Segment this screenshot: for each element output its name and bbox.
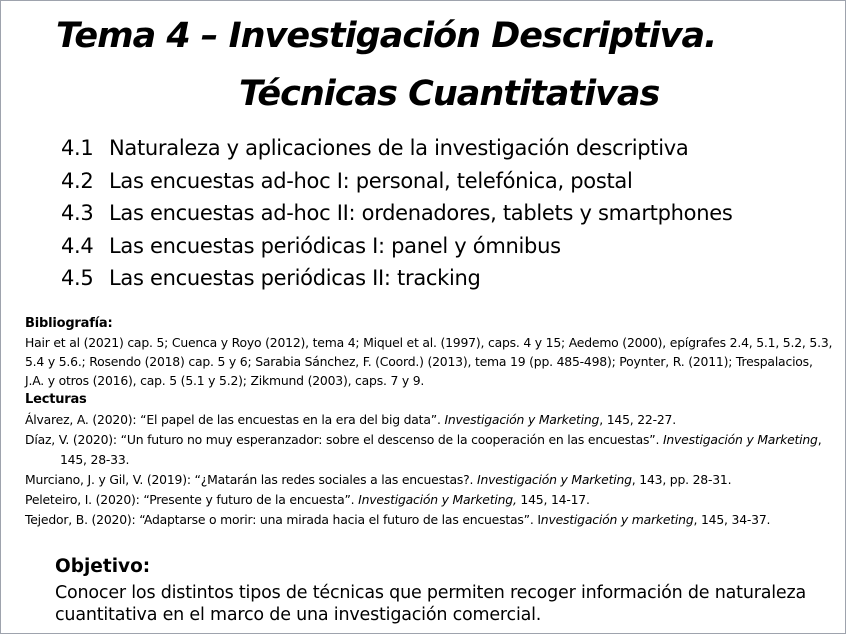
topic-item [61,165,732,198]
slide-title-line-2: Técnicas Cuantitativas [239,74,660,114]
objective-section [55,555,815,626]
reading-pages: , 143, pp. 28-31. [631,472,732,487]
slide-title-line-1: Tema 4 – Investigación Descriptiva. [56,16,717,56]
topic-text: Las encuestas ad-hoc II: ordenadores, tablets y smartphones [109,201,733,225]
reading-journal: Investigación y Marketing [477,472,632,487]
objective-heading: Objetivo: [55,556,151,577]
topic-text: Las encuestas periódicas II: tracking [109,266,481,290]
topic-list [61,132,732,295]
reading-journal: Investigación y Marketing, [358,492,517,507]
reading-pages: , 145, 34-37. [693,512,771,527]
topic-text: Las encuestas ad-hoc I: personal, telefónica, postal [109,168,633,193]
reading-item [25,430,833,470]
bibliography-text: Hair et al (2021) cap. 5; Cuenca y Royo (2012), tema 4; Miquel et al. (1997), caps. 4 y 15; Aedemo (2000), epígrafes 2.4, 5.1, 5.2, 5.3, 5.4 y 5.6.; Rosendo (2018) cap. 5 y 6; Sarabia Sánchez, F. (Coord.) (2013), tema 19 (pp. 485-498); Poynter, R. (2011); Trespalacios, J.A. y otros (2016), cap. 5 (5.1 y 5.2); Zikmund (2003), caps. 7 y 9. [25,335,833,388]
topic-number: 4.5 [61,266,94,290]
topic-item [61,197,732,230]
bibliography-heading: Bibliografía: [25,316,113,331]
reading-item [25,470,833,490]
topic-text: Las encuestas periódicas I: panel y ómnibus [109,233,561,258]
reading-journal: nvestigación y marketing [540,512,694,527]
reading-item [25,510,833,530]
reading-citation: Díaz, V. (2020): “Un futuro no muy esperanzador: sobre el descenso de la cooperación en las encuestas”. [25,432,663,447]
topic-number: 4.2 [61,168,94,193]
topic-item [61,262,732,295]
reading-item [25,490,833,510]
reading-citation: Peleteiro, I. (2020): “Presente y futuro de la encuesta”. [25,492,359,507]
reading-citation: Álvarez, A. (2020): “El papel de las encuestas en la era del big data”. [25,412,445,427]
reading-journal: Investigación y Marketing [444,412,600,427]
topic-number: 4.4 [61,233,94,258]
topic-item [61,230,732,263]
reading-pages: 145, 14-17. [516,492,590,507]
reading-item [25,410,833,430]
bibliography-section [25,314,833,530]
reading-journal: Investigación y Marketing [662,432,818,447]
reading-citation: Murciano, J. y Gil, V. (2019): “¿Matarán las redes sociales a las encuestas?. [25,472,478,487]
topic-number: 4.3 [61,201,94,225]
objective-text: Conocer los distintos tipos de técnicas que permiten recoger información de naturaleza cuantitativa en el marco de una investigación comercial. [55,583,806,625]
topic-text: Naturaleza y aplicaciones de la investigación descriptiva [109,136,689,160]
topic-item [61,132,732,165]
reading-citation: Tejedor, B. (2020): “Adaptarse o morir: una mirada hacia el futuro de las encuestas”. I [25,512,541,527]
reading-pages: , 145, 22-27. [599,412,676,427]
topic-number: 4.1 [61,136,94,160]
reading-pages: , 145, 28-33. [60,432,822,467]
readings-heading: Lecturas [25,392,87,407]
